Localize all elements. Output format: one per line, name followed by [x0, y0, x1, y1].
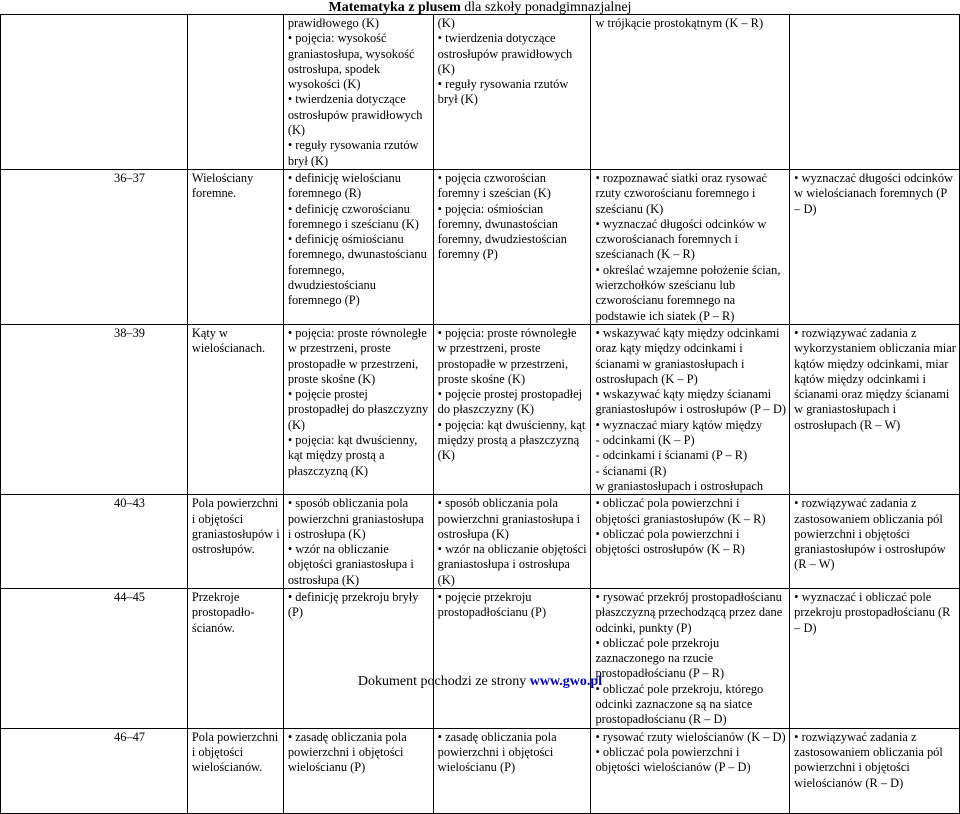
knows-cell-line: • definicję ośmiościanu foremnego, dwunastościanu foremnego, dwudziestościanu foremnego (P) — [287, 232, 427, 308]
can-cell — [591, 324, 790, 494]
table-row — [1, 495, 960, 589]
understands-cell — [433, 15, 591, 170]
knows-cell — [283, 169, 433, 324]
can-cell-line: w graniastosłupach i ostrosłupach — [595, 478, 764, 493]
can-cell-line: • obliczać pola powierzchni i objętości graniastosłupów (K – R) — [595, 496, 766, 526]
extended-cell — [790, 588, 960, 728]
topic-cell — [187, 588, 283, 728]
can-cell — [591, 728, 790, 813]
lesson-number: 46–47 — [114, 729, 145, 744]
lesson-number: 44–45 — [114, 589, 145, 604]
understands-cell — [433, 324, 591, 494]
knows-cell-line: • zasadę obliczania pola powierzchni i objętości wielościanu (P) — [287, 729, 407, 775]
lesson-number: 38–39 — [114, 325, 145, 340]
lesson-number-cell — [1, 324, 188, 494]
extended-cell — [790, 15, 960, 170]
can-cell-line: • obliczać pole przekroju, którego odcinki zaznaczone są na siatce prostopadłościanu (R – D) — [595, 681, 764, 727]
knows-cell — [283, 728, 433, 813]
topic-title: Pola powierzchni i objętości wielościanów. — [191, 729, 279, 775]
knows-cell — [283, 324, 433, 494]
topic-cell — [187, 495, 283, 589]
understands-cell-line: • zasadę obliczania pola powierzchni i objętości wielościanu (P) — [437, 729, 557, 775]
can-cell-line: • wyznaczać długości odcinków w czworościanach foremnych i sześcianach (K – R) — [595, 216, 767, 262]
table-row — [1, 324, 960, 494]
understands-cell-line: • pojęcia czworościan foremny i sześcian (K) — [437, 170, 551, 201]
understands-cell-line: • reguły rysowania rzutów brył (K) — [437, 77, 569, 107]
extended-cell-line: • rozwiązywać zadania z wykorzystaniem obliczania miar kątów między odcinkami, miar kątów między odcinkami i ścianami oraz między ścianami w graniastosłupach i ostrosłupach (R – W) — [794, 325, 956, 432]
topic-title: Kąty w wielościanach. — [191, 325, 266, 356]
knows-cell-line: • sposób obliczania pola powierzchni graniastosłupa i ostrosłupa (K) — [287, 496, 424, 541]
extended-cell-line: • rozwiązywać zadania z zastosowaniem obliczania pól powierzchni i objętości wielościanów (R – D) — [794, 729, 943, 790]
extended-cell-line: • wyznaczać i obliczać pole przekroju prostopadłościanu (R – D) — [794, 589, 951, 635]
can-cell-line: w trójkącie prostokątnym (K – R) — [595, 16, 764, 30]
can-cell-line: • wskazywać kąty między odcinkami oraz kąty między odcinkami i ścianami w graniastosłupach i ostrosłupach (K – P) — [595, 325, 780, 386]
understands-cell-line: • pojęcie przekroju prostopadłościanu (P) — [437, 589, 547, 620]
understands-cell-line: • pojęcie prostej prostopadłej do płaszczyzny (K) — [437, 387, 583, 417]
extended-cell-line: • rozwiązywać zadania z zastosowaniem obliczania pól powierzchni i objętości graniastosłupów i ostrosłupów (R – W) — [794, 496, 946, 572]
can-cell-line: • wskazywać kąty między ścianami graniastosłupów i ostrosłupów (P – D) — [595, 387, 787, 417]
can-cell-line: • rysować przekrój prostopadłościanu płaszczyzną przechodzącą przez dane odcinki, punkty (P) — [595, 589, 783, 635]
understands-cell-line: • pojęcia: ośmiościan foremny, dwunastościan foremny, dwudziestościan foremny (P) — [437, 201, 567, 262]
lesson-number-cell — [1, 495, 188, 589]
can-cell-line: • określać wzajemne położenie ścian, wierzchołków sześcianu lub czworościanu foremnego na podstawie ich siatek (P – R) — [595, 262, 781, 323]
can-cell-line: • obliczać pole przekroju zaznaczonego na rzucie prostopadłościanu (P – R) — [595, 635, 725, 681]
lesson-number-cell — [1, 588, 188, 728]
can-cell — [591, 169, 790, 324]
can-cell — [591, 495, 790, 589]
header-title-rest: dla szkoły ponadgimnazjalnej — [460, 0, 632, 15]
footer-link[interactable]: www.gwo.pl — [529, 674, 603, 689]
topic-title: Przekroje prostopadło-ścianów. — [191, 589, 255, 635]
knows-cell-line: • pojęcia: kąt dwuścienny, kąt między prostą a płaszczyzną (K) — [287, 433, 418, 478]
knows-cell-line: • definicję czworościanu foremnego i sześcianu (K) — [287, 201, 419, 231]
can-cell-line: • rysować rzuty wielościanów (K – D) — [595, 729, 786, 744]
footer-text: Dokument pochodzi ze strony — [357, 674, 530, 689]
can-cell — [591, 588, 790, 728]
extended-cell — [790, 495, 960, 589]
knows-cell-line: • wzór na obliczanie objętości graniastosłupa i ostrosłupa (K) — [287, 542, 414, 587]
extended-cell-line: • wyznaczać długości odcinków w wielościanach foremnych (P – D) — [794, 170, 953, 216]
knows-cell — [283, 495, 433, 589]
extended-cell — [790, 728, 960, 813]
table-row — [1, 169, 960, 324]
table-row — [1, 728, 960, 813]
can-cell-line: - odcinkami i ścianami (P – R) — [595, 448, 748, 463]
can-cell-line: • rozpoznawać siatki oraz rysować rzuty czworościanu foremnego i sześcianu (K) — [595, 170, 768, 216]
understands-cell — [433, 588, 591, 728]
topic-cell — [187, 324, 283, 494]
knows-cell-line: • reguły rysowania rzutów brył (K) — [287, 138, 419, 168]
understands-cell-line: • twierdzenia dotyczące ostrosłupów prawidłowych (K) — [437, 31, 573, 76]
knows-cell-line: • definicję wielościanu foremnego (R) — [287, 170, 401, 201]
knows-cell-line: • twierdzenia dotyczące ostrosłupów prawidłowych (K) — [287, 92, 423, 138]
can-cell-line: • wyznaczać miary kątów między — [595, 417, 763, 432]
understands-cell — [433, 728, 591, 813]
extended-cell — [790, 324, 960, 494]
can-cell — [591, 15, 790, 170]
knows-cell-line: • pojęcie prostej prostopadłej do płaszczyzny (K) — [287, 387, 429, 432]
understands-cell-line: • wzór na obliczanie objętości graniastosłupa i ostrosłupa (K) — [437, 542, 587, 587]
lesson-number-cell — [1, 169, 188, 324]
understands-cell-line: (K) — [437, 16, 455, 30]
lesson-number-cell — [1, 728, 188, 813]
understands-cell-line: • pojęcia: kąt dwuścienny, kąt między prostą a płaszczyzną (K) — [437, 417, 586, 463]
page-footer — [0, 674, 960, 690]
topic-title: Pola powierzchni i objętości graniastosłupów i ostrosłupów. — [191, 496, 280, 557]
can-cell-line: - ścianami (R) — [595, 463, 667, 478]
extended-cell — [790, 169, 960, 324]
table-row — [1, 15, 960, 170]
knows-cell — [283, 588, 433, 728]
topic-cell — [187, 169, 283, 324]
lesson-number: 36–37 — [114, 170, 145, 185]
table-row — [1, 588, 960, 728]
header-title-bold: Matematyka z plusem — [328, 0, 461, 15]
topic-cell — [187, 15, 283, 170]
understands-cell-line: • pojęcia: proste równoległe w przestrzeni, proste prostopadłe w przestrzeni, proste skośne (K) — [437, 325, 577, 386]
can-cell-line: • obliczać pola powierzchni i objętości ostrosłupów (K – R) — [595, 526, 745, 557]
topic-cell — [187, 728, 283, 813]
can-cell-line: • obliczać pola powierzchni i objętości wielościanów (P – D) — [595, 744, 751, 775]
lesson-number-cell — [1, 15, 188, 170]
knows-cell-line: • definicję przekroju bryły (P) — [287, 589, 419, 620]
knows-cell-line: • pojęcia: wysokość graniastosłupa, wysokość ostrosłupa, spodek wysokości (K) — [287, 31, 415, 92]
understands-cell — [433, 169, 591, 324]
table-body — [1, 15, 960, 814]
knows-cell-line: • pojęcia: proste równoległe w przestrzeni, proste prostopadłe w przestrzeni, proste skośne (K) — [287, 325, 427, 386]
understands-cell — [433, 495, 591, 589]
knows-cell — [283, 15, 433, 170]
topic-title: Wielościany foremne. — [191, 170, 254, 201]
can-cell-line: - odcinkami (K – P) — [595, 433, 695, 448]
lesson-number: 40–43 — [114, 496, 145, 511]
understands-cell-line: • sposób obliczania pola powierzchni graniastosłupa i ostrosłupa (K) — [437, 496, 581, 541]
knows-cell-line: prawidłowego (K) — [287, 16, 380, 30]
